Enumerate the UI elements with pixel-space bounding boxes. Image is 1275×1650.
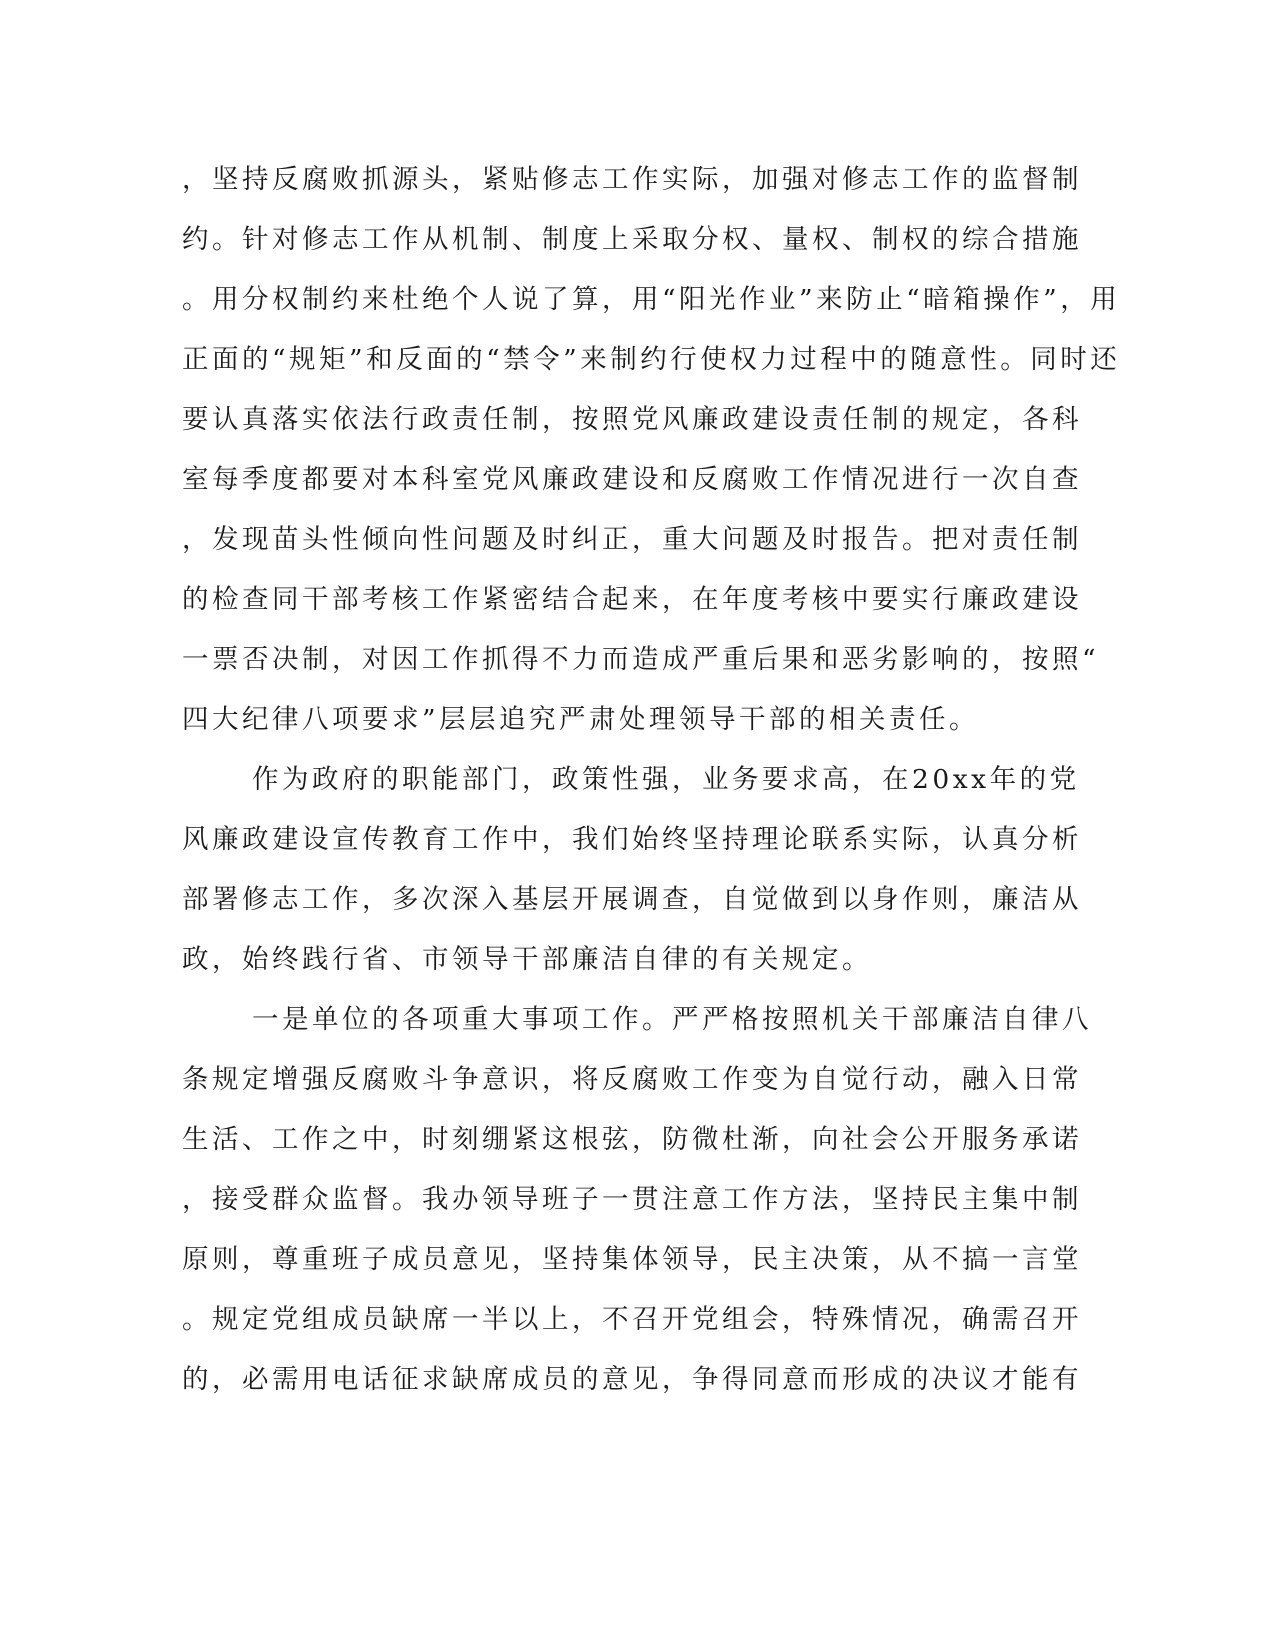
text-line: 的检查同干部考核工作紧密结合起来，在年度考核中要实行廉政建设 (182, 584, 1082, 615)
text-line: 正面的“规矩”和反面的“禁令”来制约行使权力过程中的随意性。同时还 (182, 344, 1121, 375)
text-line: 要认真落实依法行政责任制，按照党风廉政建设责任制的规定，各科 (182, 404, 1082, 435)
text-line: ，发现苗头性倾向性问题及时纠正，重大问题及时报告。把对责任制 (182, 524, 1082, 555)
text-line: 政，始终践行省、市领导干部廉洁自律的有关规定。 (182, 944, 872, 975)
text-line: 生活、工作之中，时刻绷紧这根弦，防微杜渐，向社会公开服务承诺 (182, 1124, 1082, 1155)
text-line: 原则，尊重班子成员意见，坚持集体领导，民主决策，从不搞一言堂 (182, 1244, 1082, 1275)
text-line: 室每季度都要对本科室党风廉政建设和反腐败工作情况进行一次自查 (182, 464, 1082, 495)
text-line: 部署修志工作，多次深入基层开展调查，自觉做到以身作则，廉洁从 (182, 884, 1082, 915)
text-line: 的，必需用电话征求缺席成员的意见，争得同意而形成的决议才能有 (182, 1364, 1082, 1395)
text-line: 。规定党组成员缺席一半以上，不召开党组会，特殊情况，确需召开 (182, 1304, 1082, 1335)
paragraph-3 (182, 990, 1092, 1410)
text-line: 作为政府的职能部门，政策性强，业务要求高，在20xx年的党 (252, 764, 1080, 795)
text-line: 。用分权制约来杜绝个人说了算，用“阳光作业”来防止“暗箱操作”，用 (182, 284, 1121, 315)
body-text (182, 150, 1121, 1410)
text-line: 四大纪律八项要求”层层追究严肃处理领导干部的相关责任。 (182, 704, 980, 735)
paragraph-1 (182, 150, 1121, 750)
text-line: 条规定增强反腐败斗争意识，将反腐败工作变为自觉行动，融入日常 (182, 1064, 1082, 1095)
paragraph-2 (182, 750, 1082, 990)
text-line: 一票否决制，对因工作抓得不力而造成严重后果和恶劣影响的，按照“ (182, 644, 1100, 675)
text-line: 一是单位的各项重大事项工作。严严格按照机关干部廉洁自律八 (252, 1004, 1092, 1035)
text-line: ，坚持反腐败抓源头，紧贴修志工作实际，加强对修志工作的监督制 (182, 164, 1082, 195)
text-line: 风廉政建设宣传教育工作中，我们始终坚持理论联系实际，认真分析 (182, 824, 1082, 855)
text-line: ，接受群众监督。我办领导班子一贯注意工作方法，坚持民主集中制 (182, 1184, 1082, 1215)
text-line: 约。针对修志工作从机制、制度上采取分权、量权、制权的综合措施 (182, 224, 1082, 255)
